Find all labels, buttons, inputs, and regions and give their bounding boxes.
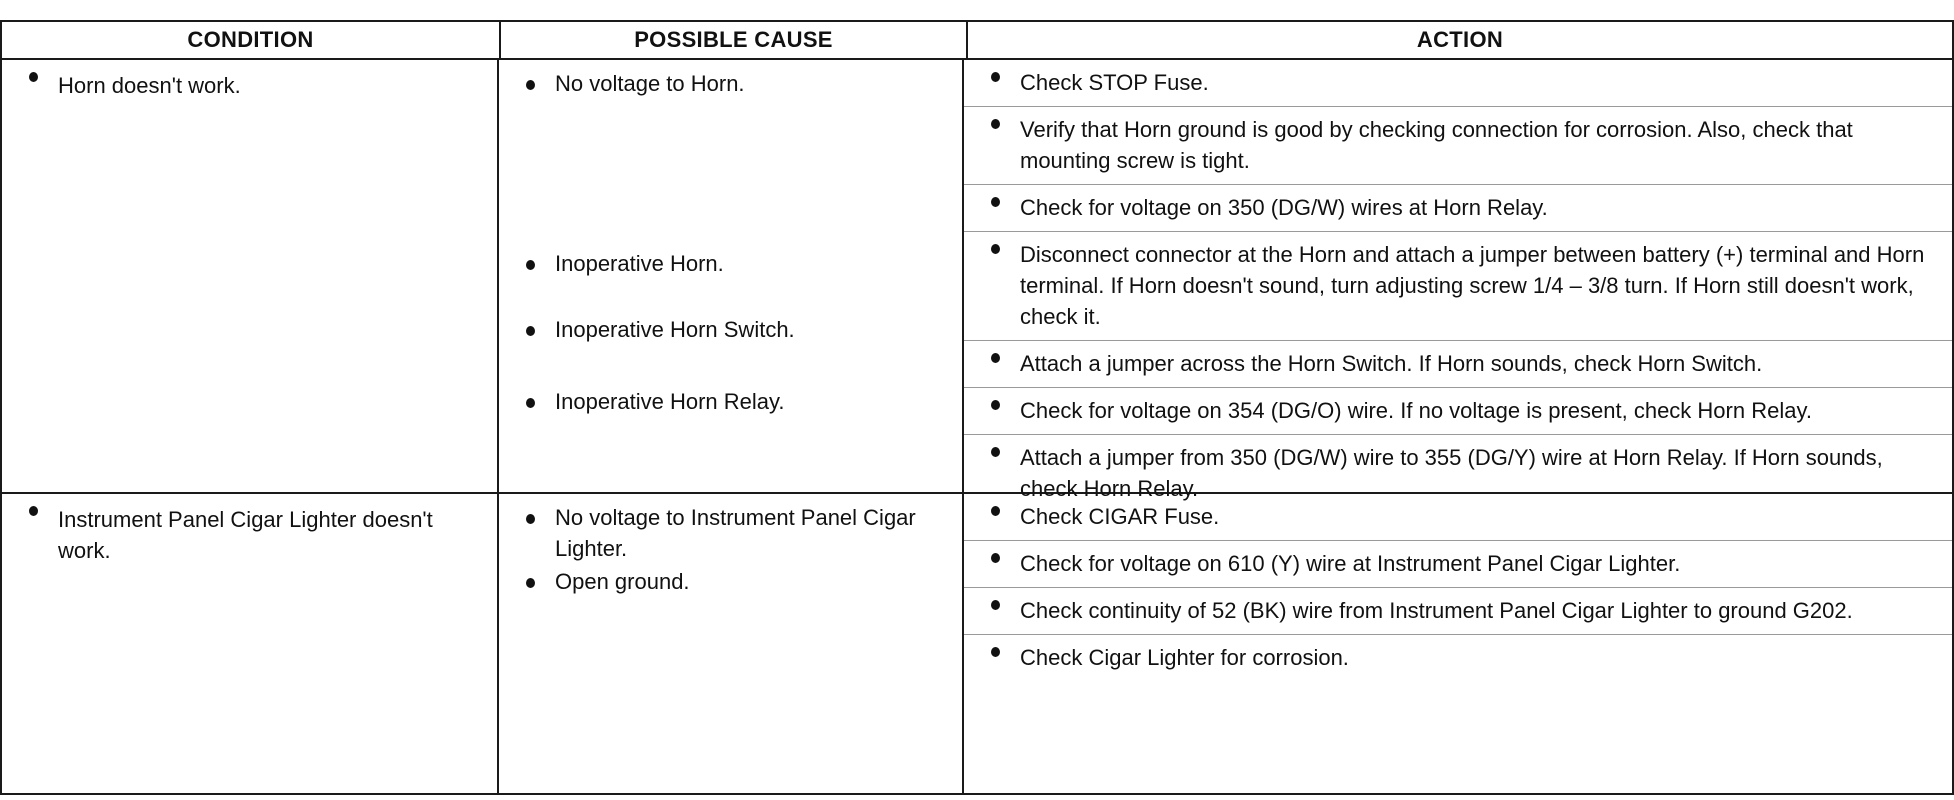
cause-list — [499, 60, 962, 492]
cause-cell — [499, 60, 964, 492]
cause-item: Open ground. — [499, 566, 962, 597]
header-condition: CONDITION — [2, 22, 501, 58]
condition-text: Instrument Panel Cigar Lighter doesn't work. — [2, 494, 497, 566]
action-item: Check STOP Fuse. — [964, 60, 1952, 107]
troubleshooting-table — [0, 20, 1954, 795]
action-item: Check Cigar Lighter for corrosion. — [964, 635, 1952, 681]
cause-cell — [499, 494, 964, 793]
action-item: Check CIGAR Fuse. — [964, 494, 1952, 541]
action-item: Check for voltage on 350 (DG/W) wires at Horn Relay. — [964, 185, 1952, 232]
header-action: ACTION — [1416, 27, 1504, 52]
table-row-horn — [2, 60, 1952, 501]
action-item: Disconnect connector at the Horn and attach a jumper between battery (+) terminal and Horn terminal. If Horn doesn't sound, turn adjusting screw 1/4 – 3/8 turn. If Horn still doesn't work, check it. — [964, 232, 1952, 341]
action-item: Attach a jumper from 350 (DG/W) wire to 355 (DG/Y) wire at Horn Relay. If Horn sounds, check Horn Relay. — [964, 435, 1952, 512]
condition-cell — [2, 494, 499, 793]
action-cell — [964, 60, 1952, 501]
cause-item: No voltage to Instrument Panel Cigar Lighter. — [499, 502, 962, 564]
action-item: Check continuity of 52 (BK) wire from Instrument Panel Cigar Lighter to ground G202. — [964, 588, 1952, 635]
header-possible-cause: POSSIBLE CAUSE — [501, 22, 968, 58]
condition-text: Horn doesn't work. — [2, 60, 497, 101]
action-item: Verify that Horn ground is good by checking connection for corrosion. Also, check that mounting screw is tight. — [964, 107, 1952, 185]
action-item: Check for voltage on 610 (Y) wire at Instrument Panel Cigar Lighter. — [964, 541, 1952, 588]
cause-item: No voltage to Horn. — [499, 68, 962, 99]
action-item: Attach a jumper across the Horn Switch. If Horn sounds, check Horn Switch. — [964, 341, 1952, 388]
table-header — [2, 22, 1952, 60]
cause-item: Inoperative Horn Switch. — [499, 314, 962, 345]
cause-list — [499, 494, 962, 793]
action-cell — [964, 494, 1952, 793]
cause-item: Inoperative Horn. — [499, 248, 962, 279]
table-row-cigar-lighter — [2, 494, 1952, 793]
condition-cell — [2, 60, 499, 492]
action-item: Check for voltage on 354 (DG/O) wire. If no voltage is present, check Horn Relay. — [964, 388, 1952, 435]
cause-item: Inoperative Horn Relay. — [499, 386, 962, 417]
